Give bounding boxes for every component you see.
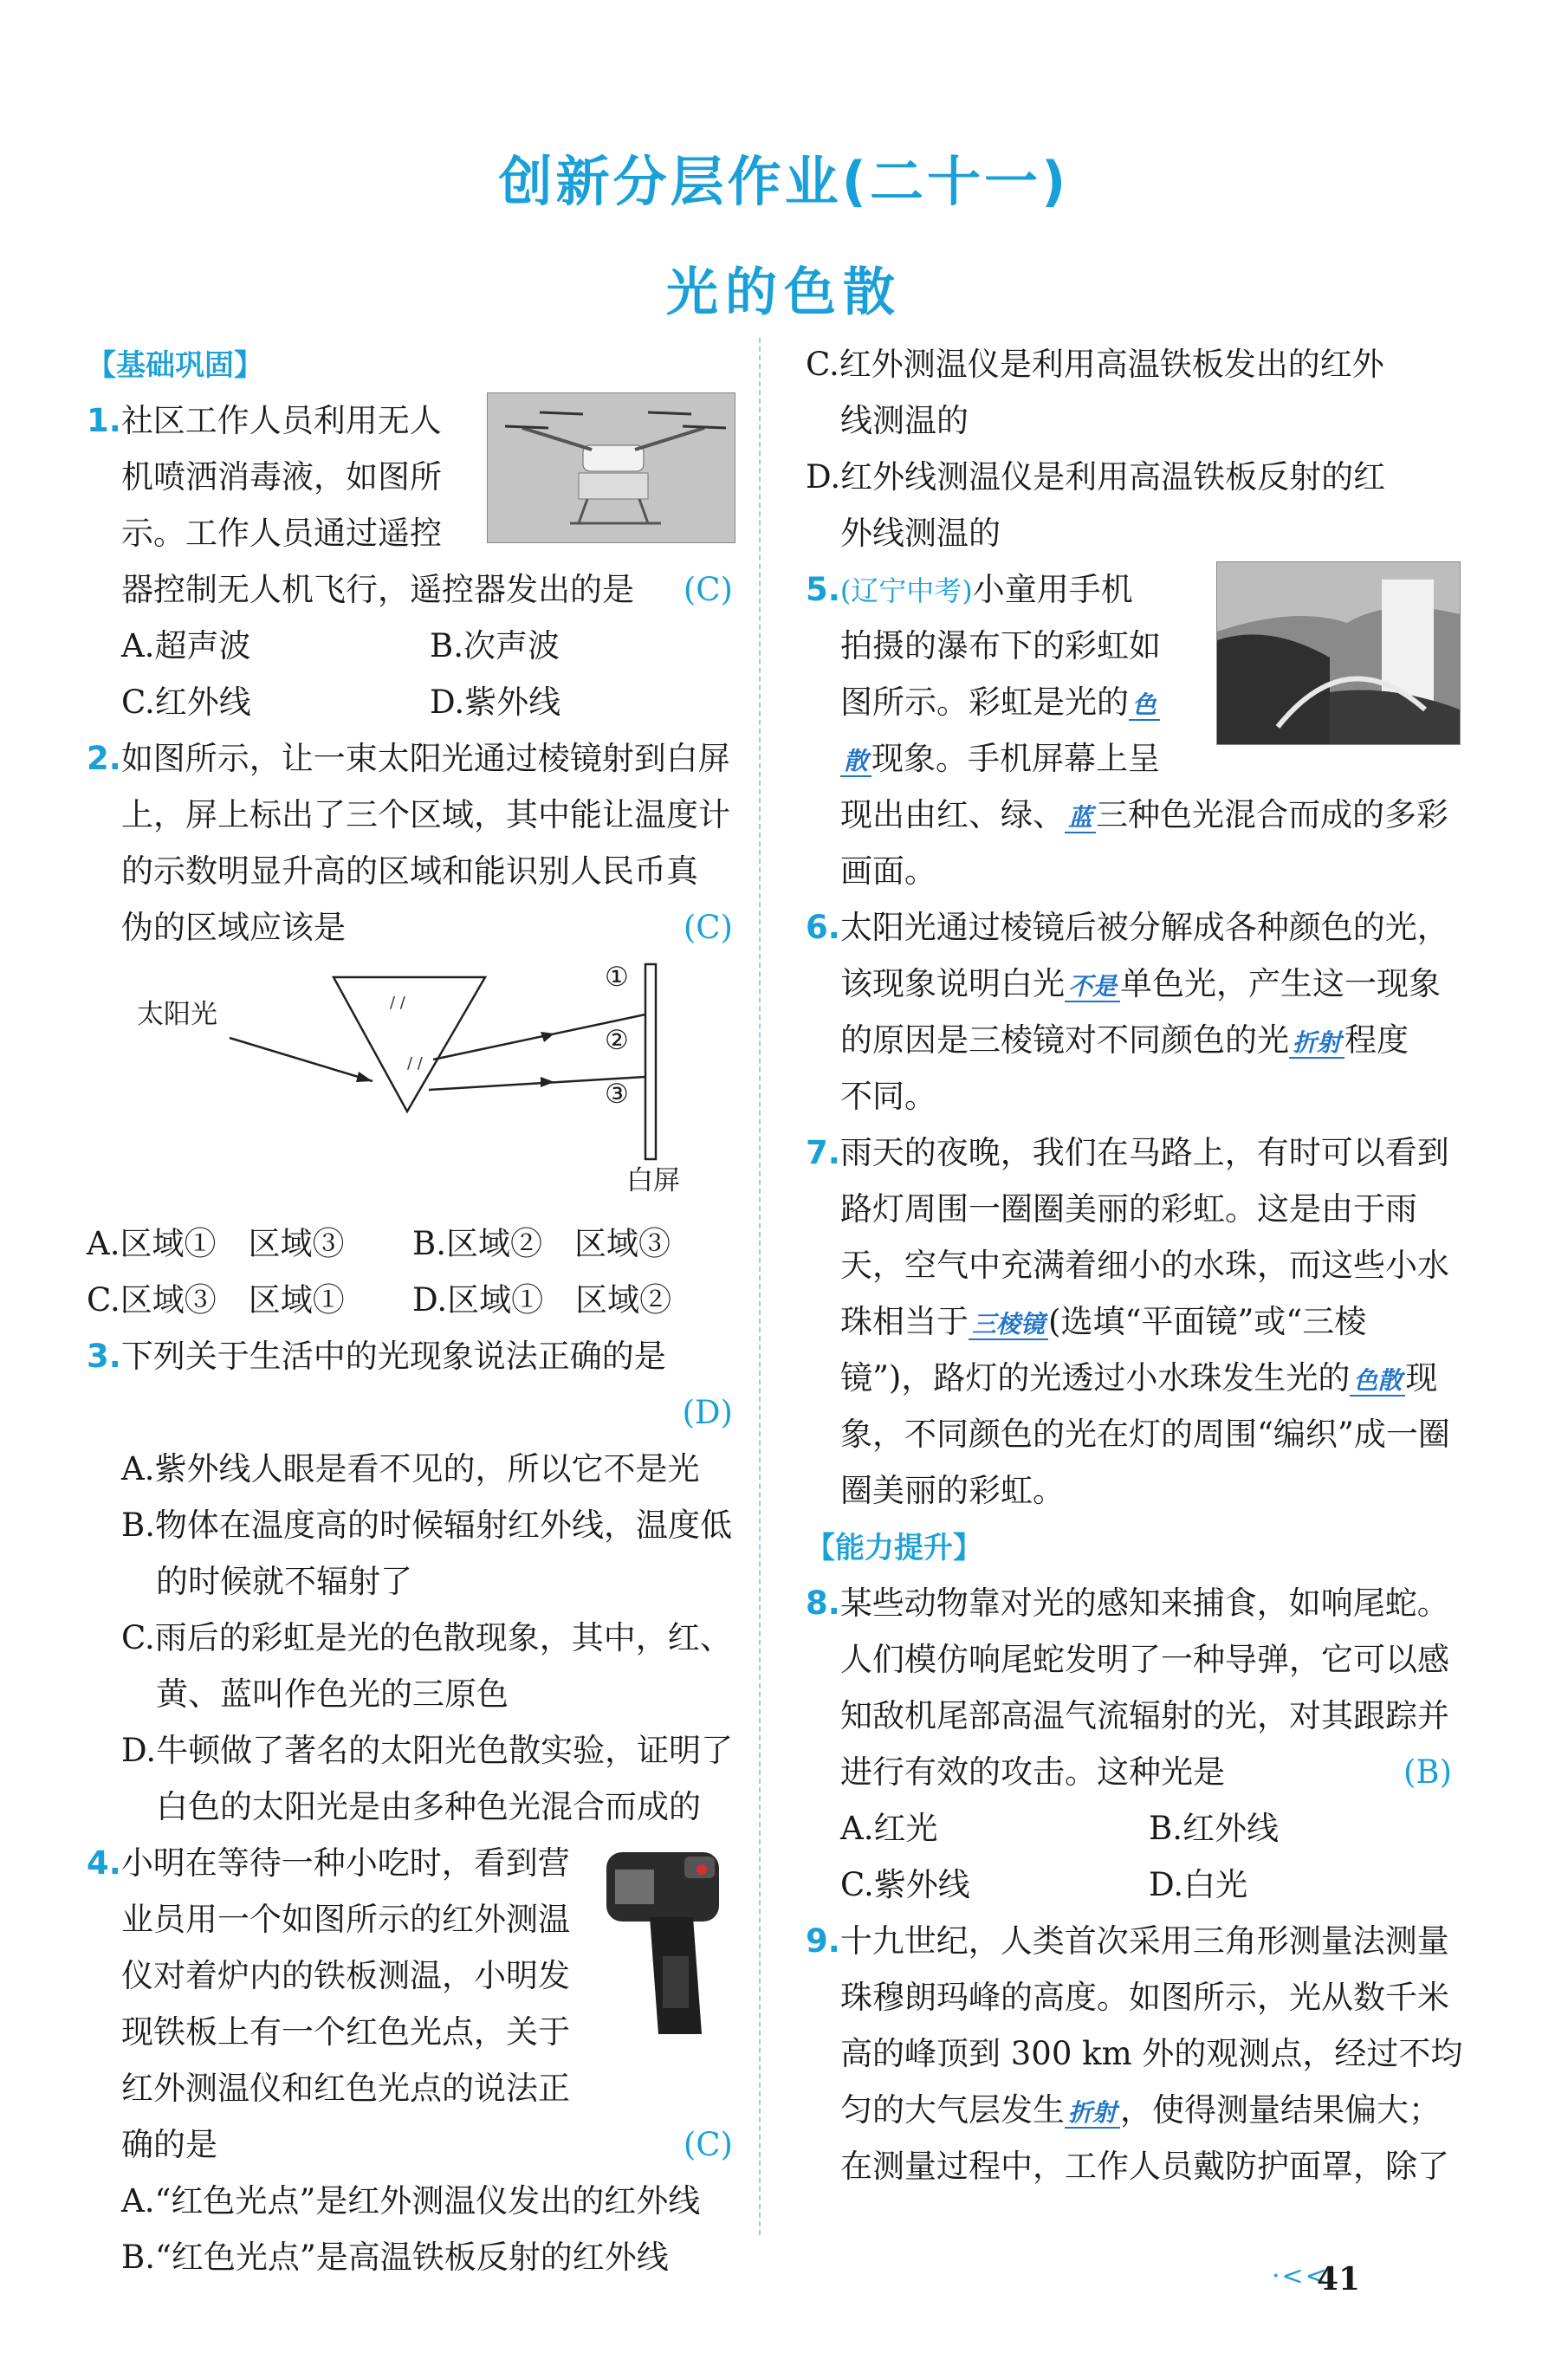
q5-line: 小童用手机 (972, 571, 1133, 608)
screen-label: 白屏 (626, 1165, 680, 1196)
q6-line: 太阳光通过棱镜后被分解成各种颜色的光， (839, 909, 1449, 946)
q7-blank-2: 色散 (1350, 1366, 1405, 1397)
region-2-label: ② (605, 1025, 629, 1056)
sun-label: 太阳光 (137, 999, 217, 1030)
svg-text:/ /: / / (407, 1054, 423, 1073)
q2-option-c: C.区域③ 区域① (87, 1281, 345, 1319)
q2-option-a: A.区域① 区域③ (87, 1225, 345, 1262)
q1-option-c: C.红外线 (121, 684, 251, 721)
q6-line: 的原因是三棱镜对不同颜色的光 (840, 1021, 1289, 1059)
q2-line: 上，屏上标出了三个区域，其中能让温度计 (121, 796, 730, 833)
svg-text:/ /: / / (390, 994, 405, 1012)
question-6 (806, 899, 1457, 1124)
q3-option-c: C.雨后的彩虹是光的色散现象，其中，红、 (121, 1619, 732, 1656)
q2-line: 如图所示，让一束太阳光通过棱镜射到白屏 (120, 740, 730, 777)
q2-option-d: D.区域① 区域② (412, 1281, 672, 1319)
q6-line: 该现象说明白光 (840, 965, 1065, 1002)
q2-option-b: B.区域② 区域③ (412, 1225, 671, 1262)
column-divider (759, 338, 761, 2235)
q1-line: 机喷洒消毒液，如图所 (121, 458, 442, 496)
q7-blank-1: 三棱镜 (969, 1310, 1048, 1340)
q5-source: (辽宁中考) (839, 574, 973, 607)
q1-option-b: B.次声波 (430, 627, 560, 664)
q9-line: 匀的大气层发生 (840, 2091, 1065, 2129)
q8-option-c: C.紫外线 (840, 1866, 970, 1903)
q4-answer: (C) (683, 2126, 733, 2163)
page-number: 41 (1317, 2261, 1361, 2297)
question-7 (806, 1124, 1457, 1519)
region-1-label: ① (605, 962, 629, 993)
q5-line: 三种色光混合而成的多彩 (1096, 796, 1449, 833)
question-1 (87, 392, 738, 730)
q4-line: 业员用一个如图所示的红外测温 (121, 1901, 570, 1938)
q7-line: 珠相当于 (840, 1303, 969, 1340)
q5-blank-1-cont: 散 (840, 747, 871, 777)
q4-option-d-cont: 外线测温的 (840, 515, 1001, 552)
q1-line: 示。工作人员通过遥控 (121, 515, 442, 552)
q3-option-d-cont: 白色的太阳光是由多种色光混合而成的 (156, 1788, 701, 1825)
page-subtitle: 光的色散 (666, 262, 902, 323)
question-3 (87, 1328, 738, 1835)
q4-line: 仪对着炉内的铁板测温，小明发 (121, 1957, 570, 1994)
q3-line: 下列关于生活中的光现象说法正确的是 (120, 1338, 666, 1375)
q1-option-a: A.超声波 (121, 627, 251, 664)
q3-number: 3. (87, 1338, 121, 1375)
q3-option-b: B.物体在温度高的时候辐射红外线，温度低 (121, 1507, 732, 1544)
q8-answer: (B) (1403, 1753, 1452, 1791)
q9-line: 珠穆朗玛峰的高度。如图所示，光从数千米 (840, 1979, 1449, 2016)
q5-line: 画面。 (840, 852, 936, 890)
page-number-ornament: ·<< (1272, 2261, 1329, 2291)
q5-line: 图所示。彩虹是光的 (840, 684, 1129, 721)
q7-line: 路灯周围一圈圈美丽的彩虹。这是由于雨 (840, 1190, 1417, 1228)
q4-option-c: C.红外测温仪是利用高温铁板发出的红外 (806, 346, 1384, 383)
q6-blank-2: 折射 (1289, 1028, 1344, 1059)
q8-line: 进行有效的攻击。这种光是 (840, 1753, 1225, 1791)
q3-option-b-cont: 的时候就不辐射了 (156, 1563, 412, 1600)
q4-line: 红外测温仪和红色光点的说法正 (121, 2070, 570, 2107)
q3-option-d: D.牛顿做了著名的太阳光色散实验，证明了 (121, 1732, 734, 1769)
q5-line: 现出由红、绿、 (840, 796, 1065, 833)
q5-line: 现象。手机屏幕上呈 (871, 740, 1161, 777)
q9-line: 十九世纪，人类首次采用三角形测量法测量 (839, 1922, 1449, 1960)
q7-line: (选填“平面镜”或“三棱 (1048, 1303, 1367, 1340)
q5-number: 5. (806, 571, 840, 608)
q2-line: 的示数明显升高的区域和能识别人民币真 (121, 852, 698, 890)
left-column (87, 336, 738, 2285)
q7-number: 7. (806, 1134, 840, 1171)
q4-number: 4. (87, 1844, 121, 1882)
q1-answer: (C) (683, 571, 733, 608)
question-5 (806, 561, 1457, 899)
q7-line: 镜”)，路灯的光透过小水珠发生光的 (840, 1359, 1351, 1397)
page-title: 创新分层作业(二十一) (498, 150, 1070, 213)
q1-line: 社区工作人员利用无人 (120, 402, 442, 439)
q4-line: 确的是 (121, 2126, 217, 2163)
prism-figure (87, 956, 738, 1215)
q3-option-c-cont: 黄、蓝叫作色光的三原色 (156, 1675, 509, 1713)
q4-option-d: D.红外线测温仪是利用高温铁板反射的红 (806, 458, 1386, 496)
q9-line: 在测量过程中，工作人员戴防护面罩，除了 (840, 2148, 1449, 2185)
q7-line: 现 (1405, 1359, 1438, 1397)
q4-line: 现铁板上有一个红色光点，关于 (121, 2013, 570, 2051)
q1-option-d: D.紫外线 (430, 684, 561, 721)
q4-line: 小明在等待一种小吃时，看到营 (120, 1844, 570, 1882)
q9-number: 9. (806, 1922, 840, 1960)
q4-option-a: A.“红色光点”是红外测温仪发出的红外线 (121, 2182, 701, 2220)
q6-number: 6. (806, 909, 840, 946)
question-9 (806, 1913, 1463, 2194)
question-4 (87, 1835, 738, 2285)
q6-line: 单色光，产生这一现象 (1120, 965, 1442, 1002)
q9-blank-1: 折射 (1065, 2098, 1120, 2129)
q5-blank-2: 蓝 (1065, 803, 1096, 833)
q1-number: 1. (87, 402, 121, 439)
question-8 (806, 1575, 1457, 1913)
section-basic: 【基础巩固】 (87, 348, 263, 383)
q2-answer: (C) (683, 909, 733, 946)
q9-line: ，使得测量结果偏大； (1120, 2091, 1442, 2129)
q7-line: 象，不同颜色的光在灯的周围“编织”成一圈 (840, 1416, 1450, 1453)
q6-blank-1: 不是 (1065, 972, 1120, 1002)
q7-line: 天，空气中充满着细小的水珠，而这些小水 (840, 1247, 1449, 1284)
q8-option-b: B.红外线 (1149, 1810, 1279, 1847)
q8-line: 人们模仿响尾蛇发明了一种导弹，它可以感 (840, 1641, 1449, 1678)
q4-option-b: B.“红色光点”是高温铁板反射的红外线 (121, 2239, 669, 2276)
q2-number: 2. (87, 740, 121, 777)
q5-line: 拍摄的瀑布下的彩虹如 (840, 627, 1161, 664)
q5-blank-1: 色 (1129, 690, 1160, 721)
q2-line: 伪的区域应该是 (121, 909, 346, 946)
section-advanced: 【能力提升】 (806, 1531, 982, 1565)
q9-line: 高的峰顶到 300 km 外的观测点，经过不均 (840, 2035, 1463, 2072)
q8-number: 8. (806, 1585, 840, 1622)
q6-line: 不同。 (840, 1078, 936, 1115)
question-2 (87, 730, 738, 1328)
q3-answer: (D) (682, 1394, 733, 1431)
q8-option-d: D.白光 (1149, 1866, 1248, 1903)
q4-option-c-cont: 线测温的 (840, 402, 969, 439)
q7-line: 圈美丽的彩虹。 (840, 1472, 1065, 1509)
q7-line: 雨天的夜晚，我们在马路上，有时可以看到 (839, 1134, 1449, 1171)
q8-line: 知敌机尾部高温气流辐射的光，对其跟踪并 (840, 1697, 1449, 1734)
region-3-label: ③ (605, 1079, 629, 1110)
q6-line: 程度 (1344, 1021, 1409, 1059)
q3-option-a: A.紫外线人眼是看不见的，所以它不是光 (121, 1450, 700, 1487)
q8-line: 某些动物靠对光的感知来捕食，如响尾蛇。 (839, 1585, 1449, 1622)
q8-option-a: A.红光 (840, 1810, 938, 1847)
q1-line: 器控制无人机飞行，遥控器发出的是 (121, 571, 634, 608)
right-column (806, 336, 1463, 2194)
